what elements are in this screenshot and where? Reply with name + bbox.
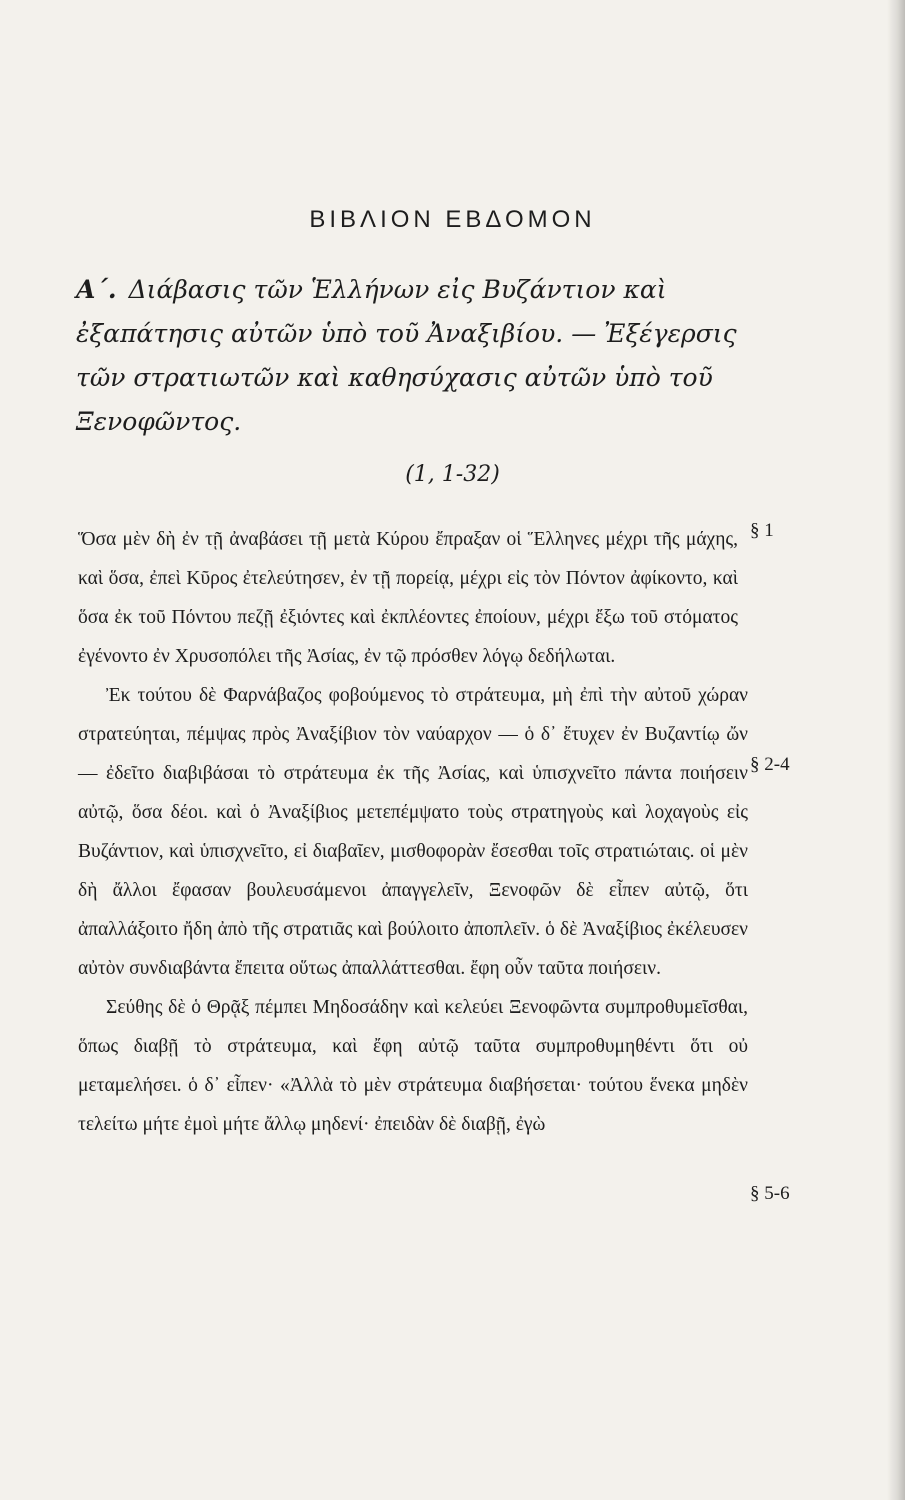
section-ref-5-6: § 5-6	[750, 1183, 790, 1204]
paragraph-2: Ἐκ τούτου δὲ Φαρνάβαζος φοβούμενος τὸ στράτευμα, μὴ ἐπὶ τὴν αὐτοῦ χώραν στρατεύηται, πέμψας πρὸς Ἀναξίβιον τὸν ναύαρχον — ὁ δ᾿ ἔτυχεν ἐν Βυζαντίῳ ὤν — ἐδεῖτο διαβιβάσαι τὸ στράτευμα ἐκ τῆς Ἀσίας, καὶ ὑπισχνεῖτο πάντα ποιήσειν αὐτῷ, ὅσα δέοι. καὶ ὁ Ἀναξίβιος μετεπέμψατο τοὺς στρατηγοὺς καὶ λοχαγοὺς εἰς Βυζάντιον, καὶ ὑπισχνεῖτο, εἰ διαβαῖεν, μισθοφορὰν ἔσεσθαι τοῖς στρατιώταις. οἱ μὲν δὴ ἄλλοι ἔφασαν βουλευσάμενοι ἀπαγγελεῖν, Ξενοφῶν δὲ εἶπεν αὐτῷ, ὅτι ἀπαλλάξοιτο ἤδη ἀπὸ τῆς στρατιᾶς καὶ βούλοιτο ἀποπλεῖν. ὁ δὲ Ἀναξίβιος ἐκέλευσεν αὐτὸν συνδιαβάντα ἔπειτα οὕτως ἀπαλλάττεσθαι. ἔφη οὖν ταῦτα ποιήσειν.	[78, 685, 748, 979]
chapter-number: Α΄.	[76, 275, 117, 304]
section-ref-2-4: § 2-4	[750, 754, 790, 775]
chapter-heading-text: Διάβασις τῶν Ἑλλήνων εἰς Βυζάντιον καὶ ἐξαπάτησις αὐτῶν ὑπὸ τοῦ Ἀναξιβίου. — Ἐξέγερσις τῶν στρατιωτῶν καὶ καθησύχασις αὐτῶν ὑπὸ τοῦ Ξενοφῶντος.	[76, 275, 737, 436]
section-ref-1: § 1	[750, 520, 774, 541]
paragraph-1: Ὅσα μὲν δὴ ἐν τῇ ἀναβάσει τῇ μετὰ Κύρου ἔπραξαν οἱ Ἕλληνες μέχρι τῆς μάχης, καὶ ὅσα, ἐπεὶ Κῦρος ἐτελεύτησεν, ἐν τῇ πορείᾳ, μέχρι εἰς τὸν Πόντον ἀφίκοντο, καὶ ὅσα ἐκ τοῦ Πόντου πεζῇ ἐξιόντες καὶ ἐκπλέοντες ἐποίουν, μέχρι ἔξω τοῦ στόματος ἐγένοντο ἐν Χρυσοπόλει τῆς Ἀσίας, ἐν τῷ πρόσθεν λόγῳ δεδήλωται.	[78, 529, 738, 667]
paragraph-3: Σεύθης δὲ ὁ Θρᾷξ πέμπει Μηδοσάδην καὶ κελεύει Ξενοφῶντα συμπροθυμεῖσθαι, ὅπως διαβῇ τὸ στράτευμα, καὶ ἔφη αὐτῷ ταῦτα συμπροθυμηθέντι ὅτι οὐ μεταμελήσει. ὁ δ᾿ εἶπεν· «Ἀλλὰ τὸ μὲν στράτευμα διαβήσεται· τούτου ἕνεκα μηδὲν τελείτω μήτε ἐμοὶ μήτε ἄλλῳ μηδενί· ἐπειδὰν δὲ διαβῇ, ἐγὼ	[78, 997, 748, 1135]
book-title: ΒΙΒΛΙΟΝ ΕΒΔΟΜΟΝ	[309, 206, 596, 233]
body-text	[78, 520, 816, 1144]
chapter-heading	[76, 268, 756, 444]
chapter-range: (1, 1-32)	[405, 462, 500, 487]
